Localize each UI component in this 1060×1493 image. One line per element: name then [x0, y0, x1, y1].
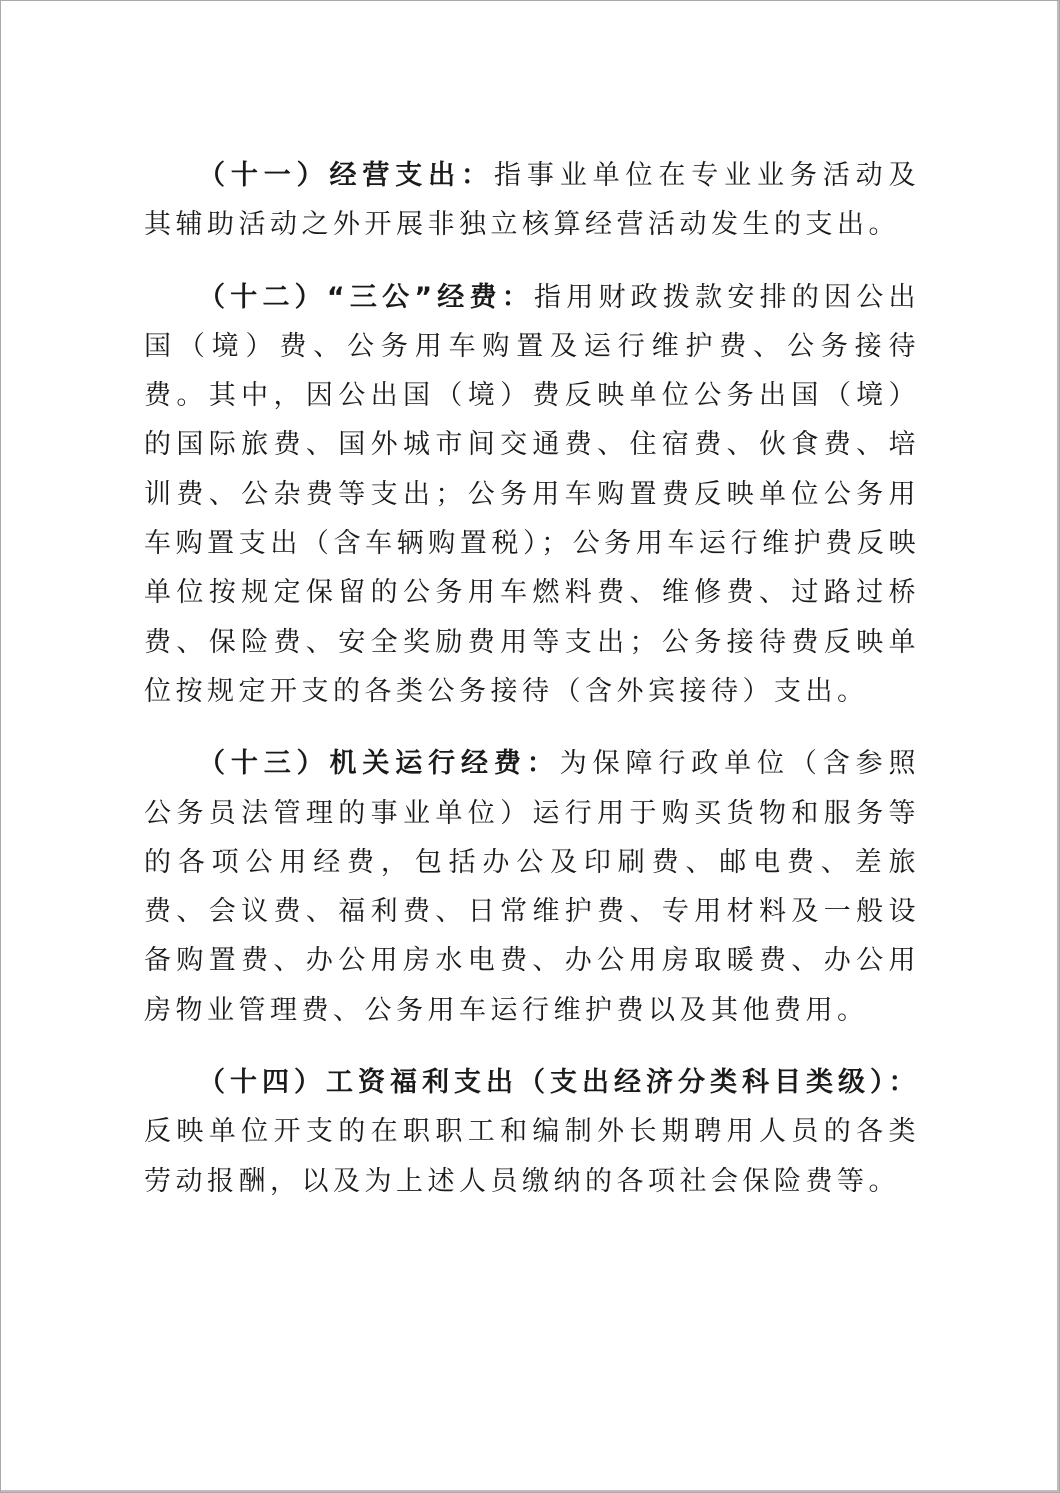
term-heading: （十二）“三公”经费：	[198, 281, 534, 313]
paragraph-agency-operating-funds	[144, 739, 920, 1035]
term-heading: （十三）机关运行经费：	[198, 748, 560, 780]
term-heading: （十四）工资福利支出（支出经济分类科目类级）：	[198, 1067, 920, 1099]
document-body	[144, 151, 920, 1229]
term-definition: 为保障行政单位（含参照公务员法管理的事业单位）运行用于购买货物和服务等的各项公用经费，包括办公及印刷费、邮电费、差旅费、会议费、福利费、日常维护费、专用材料及一般设备购置费、办公用房水电费、办公用房取暖费、办公用房物业管理费、公务用车运行维护费以及其他费用。	[144, 748, 921, 1026]
term-definition: 指事业单位在专业业务活动及其辅助活动之外开展非独立核算经营活动发生的支出。	[144, 160, 921, 241]
paragraph-three-public-expenses	[144, 273, 920, 717]
term-heading: （十一）经营支出：	[198, 160, 494, 191]
paragraph-salary-welfare-expenditure	[144, 1058, 920, 1206]
term-definition: 指用财政拨款安排的因公出国（境）费、公务用车购置及运行维护费、公务接待费。其中，因公出国（境）费反映单位公务出国（境）的国际旅费、国外城市间交通费、住宿费、伙食费、培训费、公杂费等支出；公务用车购置费反映单位公务用车购置支出（含车辆购置税）；公务用车运行维护费反映单位按规定保留的公务用车燃料费、维修费、过路过桥费、保险费、安全奖励费用等支出；公务接待费反映单位按规定开支的各类公务接待（含外宾接待）支出。	[144, 281, 920, 707]
term-definition: 反映单位开支的在职职工和编制外长期聘用人员的各类劳动报酬，以及为上述人员缴纳的各项社会保险费等。	[144, 1116, 920, 1197]
paragraph-operating-expenditure	[144, 151, 920, 250]
